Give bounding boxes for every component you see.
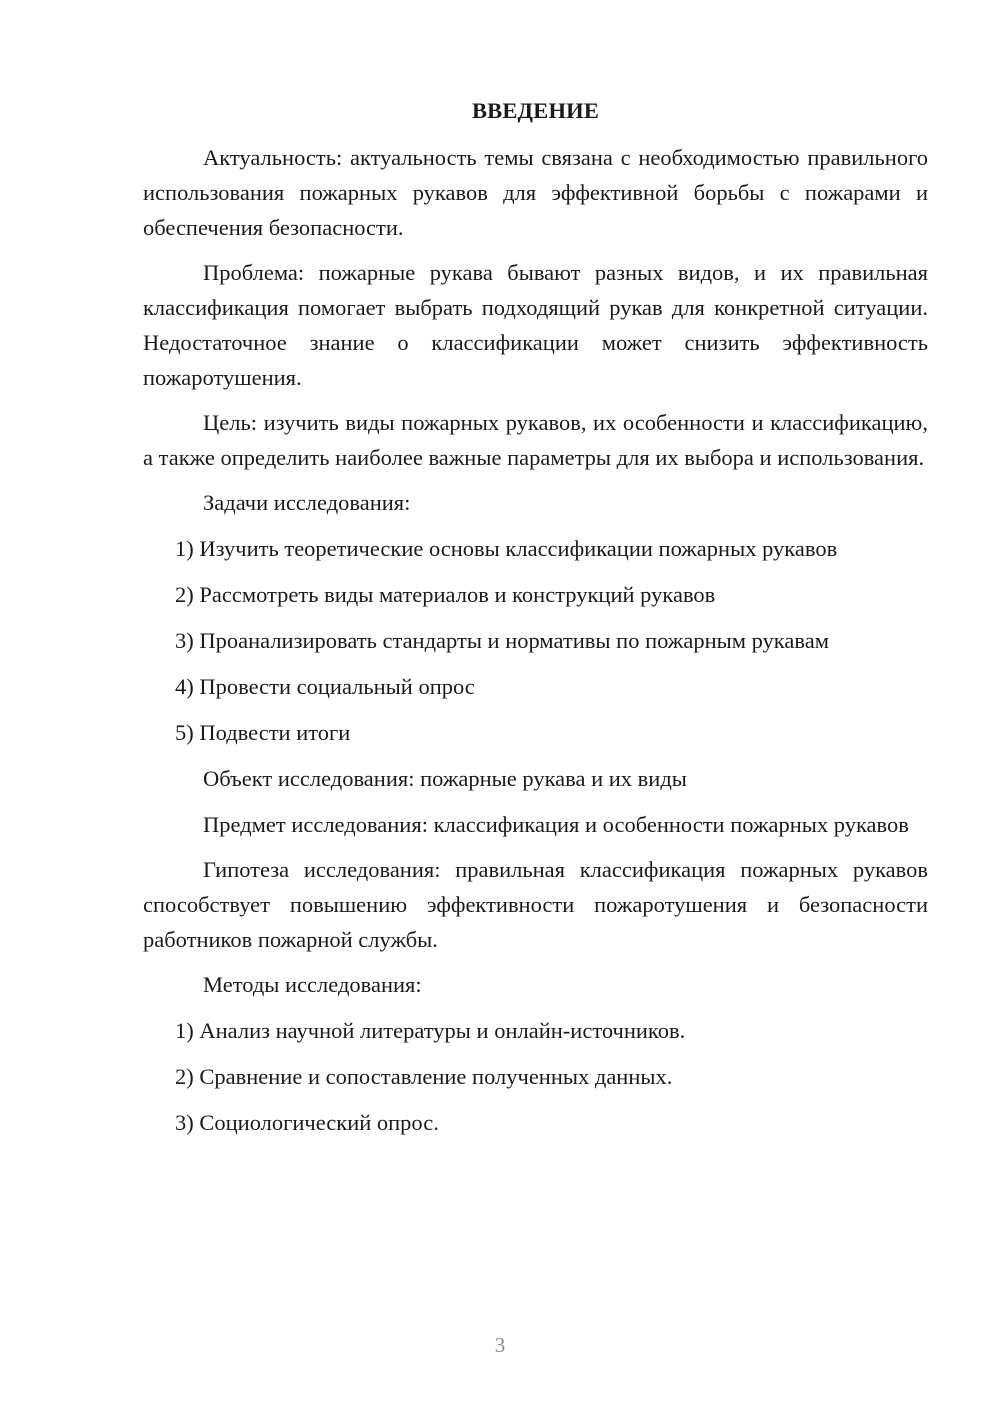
methods-label: Методы исследования: [203, 972, 422, 997]
page-content [143, 92, 928, 1151]
goal-paragraph: Цель: изучить виды пожарных рукавов, их особенности и классификацию, а также определить наиболее важные параметры для их выбора и использования. [143, 410, 928, 470]
problem-paragraph: Проблема: пожарные рукава бывают разных видов, и их правильная классификация помогает выбрать подходящий рукав для конкретной ситуации. Недостаточное знание о классификации может снизить эффективность пожаротушения. [143, 260, 928, 390]
relevance-paragraph: Актуальность: актуальность темы связана с необходимостью правильного использования пожарных рукавов для эффективной борьбы с пожарами и обеспечения безопасности. [143, 145, 928, 240]
page-number: 3 [494, 1333, 506, 1357]
tasks-label: Задачи исследования: [203, 490, 411, 515]
method-item: 2) Сравнение и сопоставление полученных данных. [175, 1064, 673, 1089]
subject-paragraph: Предмет исследования: классификация и особенности пожарных рукавов [203, 812, 909, 837]
method-item: 3) Социологический опрос. [175, 1110, 439, 1135]
task-item: 4) Провести социальный опрос [175, 674, 475, 699]
method-item: 1) Анализ научной литературы и онлайн-источников. [175, 1018, 686, 1043]
object-line: Объект исследования: пожарные рукава и их виды [203, 766, 687, 791]
hypothesis-paragraph: Гипотеза исследования: правильная классификация пожарных рукавов способствует повышению эффективности пожаротушения и безопасности работников пожарной службы. [143, 857, 928, 952]
section-heading: ВВЕДЕНИЕ [471, 98, 600, 123]
task-item: 5) Подвести итоги [175, 720, 351, 745]
task-item: 1) Изучить теоретические основы классификации пожарных рукавов [175, 536, 838, 561]
task-item: 3) Проанализировать стандарты и нормативы по пожарным рукавам [175, 628, 829, 653]
task-item: 2) Рассмотреть виды материалов и конструкций рукавов [175, 582, 716, 607]
